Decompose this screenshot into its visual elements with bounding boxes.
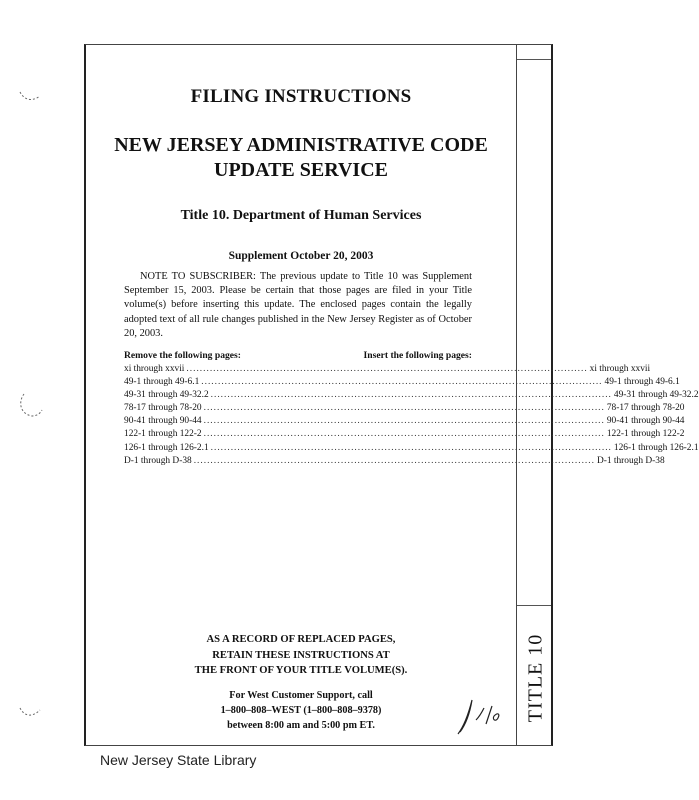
remove-range: 122-1 through 122-2 (124, 429, 202, 440)
retain-notice (86, 632, 516, 679)
insert-range: 90-41 through 90-44 (606, 416, 685, 427)
insert-range: 49-1 through 49-6.1 (604, 377, 680, 388)
remove-range: 49-31 through 49-32.2 (124, 390, 209, 401)
table-row (124, 402, 685, 415)
remove-range: 126-1 through 126-2.1 (124, 442, 209, 453)
remove-range: D-1 through D-38 (124, 455, 192, 466)
table-row (124, 442, 699, 455)
insert-range: D-1 through D-38 (596, 455, 665, 466)
insert-range: xi through xxvii (589, 364, 651, 374)
retain-notice-line: AS A RECORD OF REPLACED PAGES, (206, 634, 396, 645)
side-tab-label: TITLE 10 (524, 633, 547, 723)
subscriber-note: NOTE TO SUBSCRIBER: The previous update to Title 10 was Supplement September 15, 2003. Please be certain that those pages are filed in your Title volume(s) before inserting this update. The enclosed pages contain the legally adopted text of all rule changes published in the New Jersey Register as of October 20, 2003. (124, 271, 472, 339)
dot-leader: ........................................................................................................................ (186, 364, 588, 374)
table-row (124, 428, 685, 441)
scan-hole-mark (18, 392, 44, 422)
support-line: For West Customer Support, call (229, 690, 373, 701)
dot-leader: ........................................................................................................................ (201, 377, 603, 388)
tab-divider (517, 59, 551, 60)
support-phone: 1–800–808–WEST (1–800–808–9378) (220, 705, 382, 716)
table-row (124, 363, 651, 376)
insert-range: 78-17 through 78-20 (606, 403, 685, 414)
retain-notice-line: RETAIN THESE INSTRUCTIONS AT (212, 649, 390, 661)
dot-leader: ........................................................................................................................ (203, 403, 605, 414)
page-title: FILING INSTRUCTIONS (190, 86, 412, 107)
insert-range: 126-1 through 126-2.1 (613, 442, 699, 453)
insert-header: Insert the following pages: (363, 350, 472, 361)
remove-range: xi through xxvii (124, 364, 185, 374)
insert-range: 49-31 through 49-32.2 (613, 390, 699, 401)
remove-header: Remove the following pages: (124, 350, 241, 361)
tab-divider (517, 605, 551, 606)
table-row (124, 389, 699, 402)
code-heading-line1: NEW JERSEY ADMINISTRATIVE CODE (114, 134, 488, 156)
library-stamp: New Jersey State Library (100, 752, 257, 768)
dot-leader: ........................................................................................................................ (203, 416, 605, 427)
support-hours: between 8:00 am and 5:00 pm ET. (227, 720, 375, 731)
dot-leader: ........................................................................................................................ (210, 442, 612, 453)
retain-notice-line: THE FRONT OF YOUR TITLE VOLUME(S). (194, 665, 408, 676)
remove-range: 90-41 through 90-44 (124, 416, 202, 427)
code-heading-line2: UPDATE SERVICE (214, 159, 388, 181)
title-subtitle: Title 10. Department of Human Services (180, 208, 422, 223)
dot-leader: ........................................................................................................................ (203, 429, 605, 440)
dot-leader: ........................................................................................................................ (193, 455, 595, 466)
remove-range: 49-1 through 49-6.1 (124, 377, 200, 388)
pages-table (124, 363, 699, 468)
table-row (124, 376, 680, 389)
handwritten-initials (452, 694, 508, 740)
remove-range: 78-17 through 78-20 (124, 403, 202, 414)
table-row (124, 455, 665, 468)
table-row (124, 415, 685, 428)
dot-leader: ........................................................................................................................ (210, 390, 612, 401)
insert-range: 122-1 through 122-2 (606, 429, 685, 440)
scan-hole-mark (18, 704, 44, 720)
table-header (124, 350, 472, 361)
supplement-date: Supplement October 20, 2003 (228, 250, 374, 262)
code-heading (86, 133, 516, 183)
scan-hole-mark (18, 88, 42, 104)
